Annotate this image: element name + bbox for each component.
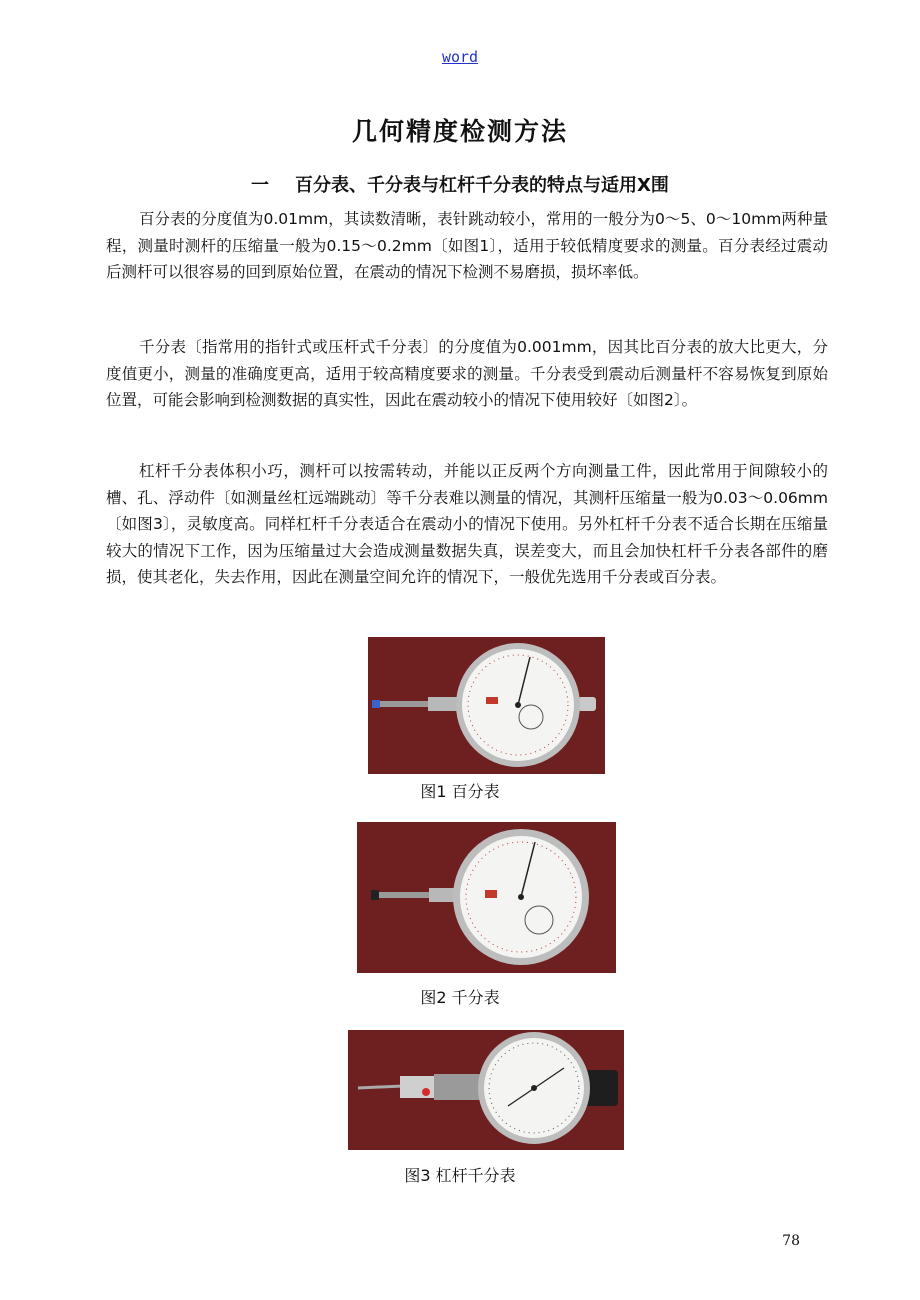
document-title: 几何精度检测方法 <box>351 117 568 146</box>
paragraph-lever-indicator: 杠杆千分表体积小巧，测杆可以按需转动，并能以正反两个方向测量工件，因此常用于间隙较小的槽、孔、浮动件〔如测量丝杠远端跳动〕等千分表难以测量的情况，其测杆压缩量一般为0.03～0.06mm〔如图3〕，灵敏度高。同样杠杆千分表适合在震动小的情况下使用。另外杠杆千分表不适合长期在压缩量较大的情况下工作，因为压缩量过大会造成测量数据失真，误差变大，而且会加快杠杆千分表各部件的磨损，使其老化，失去作用，因此在测量空间允许的情况下，一般优先选用千分表或百分表。 <box>106 462 828 586</box>
paragraph-micrometer-indicator: 千分表〔指常用的指针式或压杆式千分表〕的分度值为0.001mm，因其比百分表的放大比更大，分度值更小，测量的准确度更高，适用于较高精度要求的测量。千分表受到震动后测量杆不容易恢复到原始位置，可能会影响到检测数据的真实性，因此在震动较小的情况下使用较好〔如图2〕。 <box>106 338 828 409</box>
figure-3-caption: 图3 杠杆千分表 <box>404 1166 516 1185</box>
section-heading <box>0 171 920 197</box>
header-word-link[interactable]: word <box>441 48 479 66</box>
figure-1-dial-indicator-photo <box>368 637 605 774</box>
section-number: 一 <box>251 175 270 196</box>
figure-2-micrometer-indicator-photo <box>357 822 616 973</box>
figure-2-caption: 图2 千分表 <box>420 988 500 1007</box>
figure-3-lever-indicator-photo <box>348 1030 624 1150</box>
section-heading-text: 百分表、千分表与杠杆千分表的特点与适用X围 <box>295 175 669 196</box>
paragraph-dial-indicator: 百分表的分度值为0.01mm，其读数清晰，表针跳动较小，常用的一般分为0～5、0～10mm两种量程，测量时测杆的压缩量一般为0.15～0.2mm〔如图1〕，适用于较低精度要求的测量。百分表经过震动后测杆可以很容易的回到原始位置，在震动的情况下检测不易磨损，损坏率低。 <box>106 210 828 281</box>
figure-1-caption: 图1 百分表 <box>420 782 500 801</box>
page-number: 78 <box>782 1233 800 1249</box>
